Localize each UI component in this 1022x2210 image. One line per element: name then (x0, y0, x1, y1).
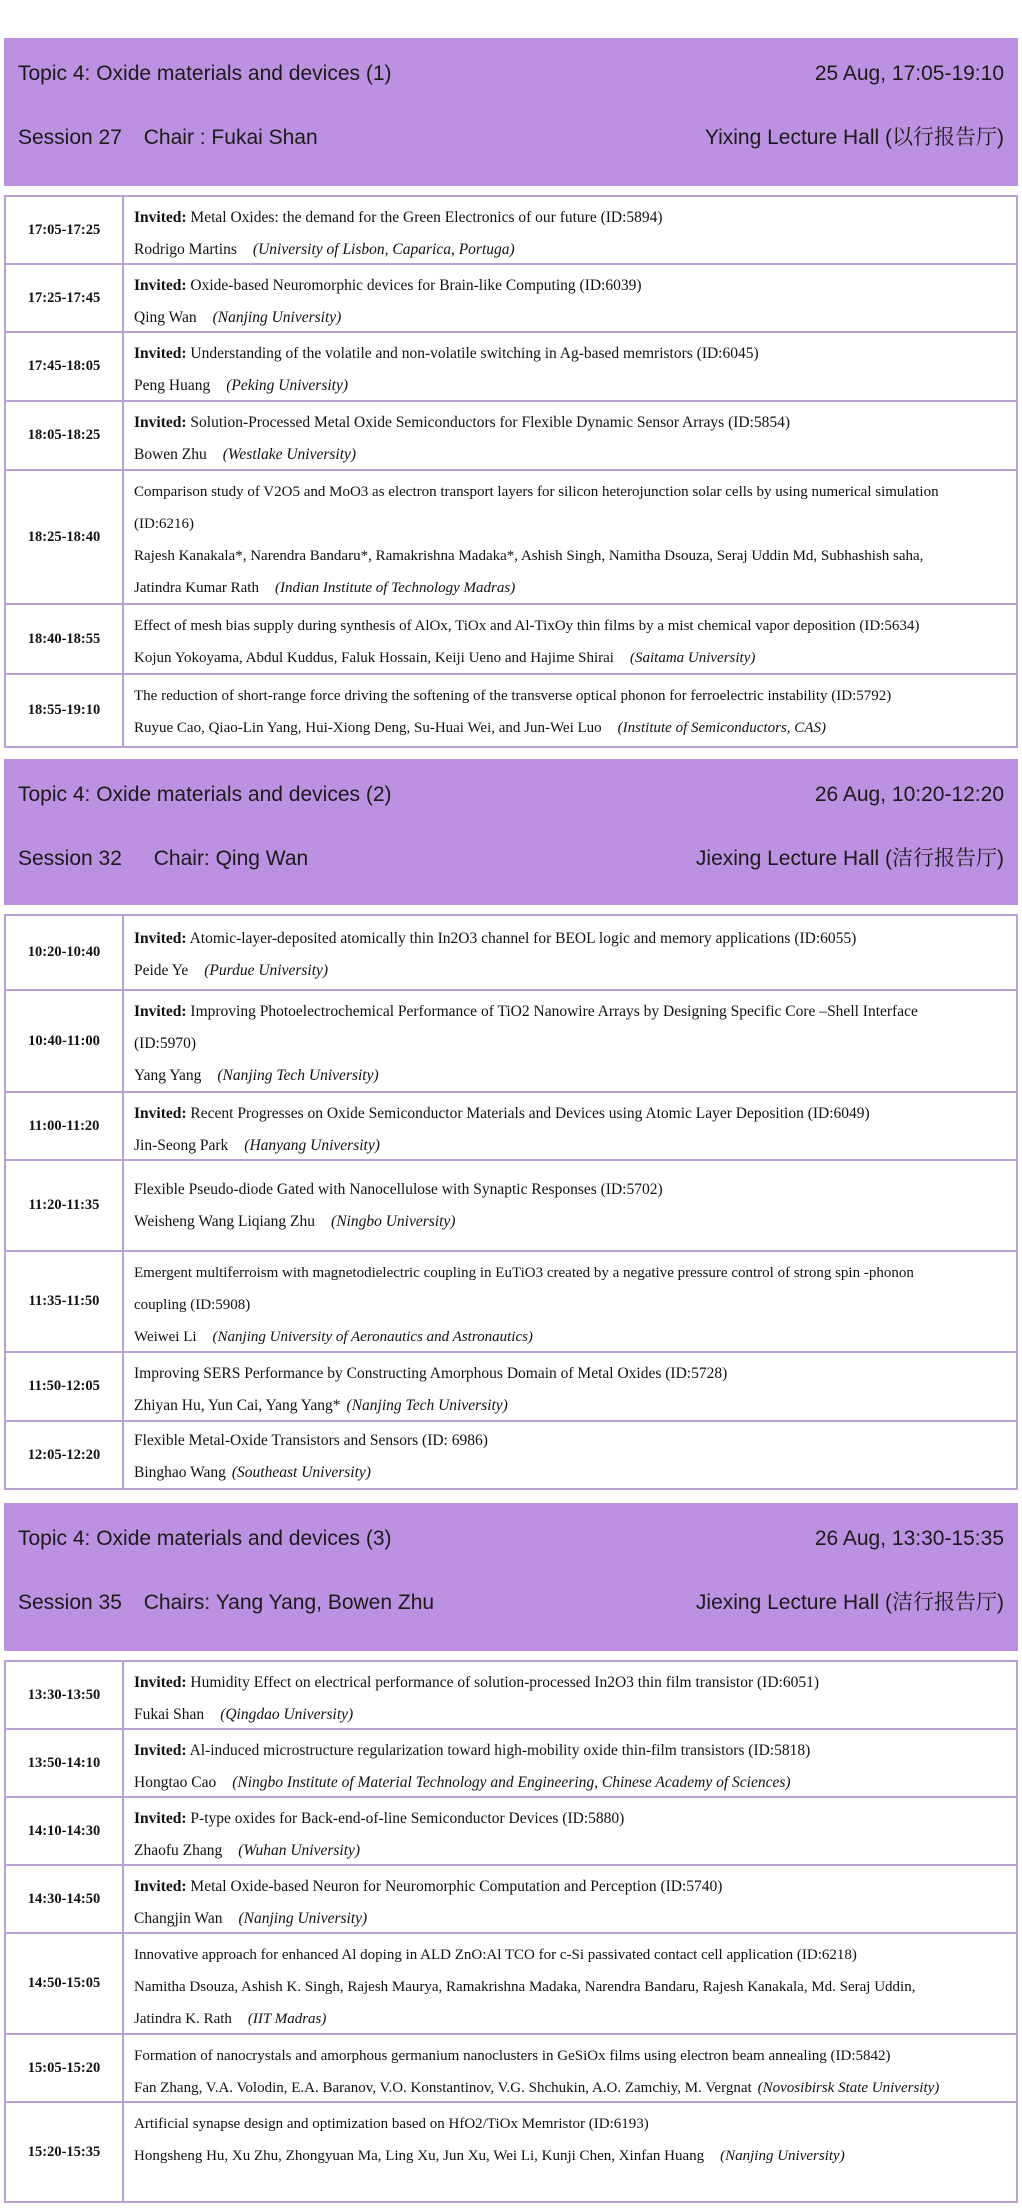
talk-affiliation: (Nanjing University) (720, 2148, 845, 2164)
table-row (6, 265, 1016, 333)
time-slot: 14:10-14:30 (6, 1798, 124, 1864)
session-venue: Jiexing Lecture Hall (洁行报告厅) (695, 1591, 1004, 1614)
talk-title: Improving SERS Performance by Constructing Amorphous Domain of Metal Oxides (ID:5728) (134, 1365, 728, 1382)
invited-label: Invited: (134, 1003, 187, 1020)
talk-affiliation: (Wuhan University) (238, 1842, 361, 1859)
talk-title: Recent Progresses on Oxide Semiconductor Materials and Devices using Atomic Layer Deposition (ID:6049) (190, 1105, 870, 1122)
table-row (6, 675, 1016, 746)
table-row (6, 1730, 1016, 1798)
session-header (4, 759, 1018, 905)
table-row (6, 2035, 1016, 2103)
talk-title-continued: coupling (ID:5908) (134, 1297, 251, 1313)
table-row (6, 1161, 1016, 1252)
table-row (6, 402, 1016, 471)
table-row (6, 1252, 1016, 1353)
talk-authors: Ruyue Cao, Qiao-Lin Yang, Hui-Xiong Deng, Su-Huai Wei, and Jun-Wei Luo (134, 720, 602, 736)
table-row (6, 1093, 1016, 1161)
table-row (6, 605, 1016, 675)
session-datetime: 25 Aug, 17:05-19:10 (814, 62, 1004, 85)
session-venue: Jiexing Lecture Hall (洁行报告厅) (695, 847, 1004, 870)
time-slot: 10:20-10:40 (6, 916, 124, 989)
time-slot: 17:45-18:05 (6, 333, 124, 400)
time-slot: 11:35-11:50 (6, 1252, 124, 1351)
table-row (6, 991, 1016, 1093)
invited-label: Invited: (134, 1742, 187, 1759)
talk-authors: Fan Zhang, V.A. Volodin, E.A. Baranov, V.O. Konstantinov, V.G. Shchukin, A.O. Zamchiy, M. Vergnat (134, 2080, 752, 2096)
time-slot: 15:05-15:20 (6, 2035, 124, 2101)
talk-authors: Changjin Wan (134, 1910, 223, 1927)
talk-title: Artificial synapse design and optimization based on HfO2/TiOx Memristor (ID:6193) (134, 2116, 649, 2132)
table-row (6, 1866, 1016, 1934)
time-slot: 18:40-18:55 (6, 605, 124, 673)
table-row (6, 471, 1016, 605)
invited-label: Invited: (134, 1105, 187, 1122)
talk-authors: Kojun Yokoyama, Abdul Kuddus, Faluk Hossain, Keiji Ueno and Hajime Shirai (134, 650, 614, 666)
talk-title: Flexible Pseudo-diode Gated with Nanocellulose with Synaptic Responses (ID:5702) (134, 1181, 663, 1198)
talk-title-continued: (ID:6216) (134, 516, 194, 532)
talk-title: Flexible Metal-Oxide Transistors and Sensors (ID: 6986) (134, 1432, 488, 1449)
talk-title: P-type oxides for Back-end-of-line Semiconductor Devices (ID:5880) (190, 1810, 625, 1827)
table-row (6, 1934, 1016, 2035)
time-slot: 10:40-11:00 (6, 991, 124, 1091)
talk-title: Atomic-layer-deposited atomically thin In2O3 channel for BEOL logic and memory applications (ID:6055) (189, 930, 857, 947)
talk-title-continued: (ID:5970) (134, 1035, 196, 1052)
talk-title: Solution-Processed Metal Oxide Semiconductors for Flexible Dynamic Sensor Arrays (ID:5854) (190, 414, 791, 431)
time-slot: 11:00-11:20 (6, 1093, 124, 1159)
talk-title: Oxide-based Neuromorphic devices for Brain-like Computing (ID:6039) (190, 277, 642, 294)
invited-label: Invited: (134, 1810, 187, 1827)
talk-authors: Weiwei Li (134, 1329, 197, 1345)
time-slot: 13:30-13:50 (6, 1662, 124, 1728)
talk-authors: Zhaofu Zhang (134, 1842, 223, 1859)
talk-title: Emergent multiferroism with magnetodielectric coupling in EuTiO3 created by a negative pressure control of strong spin -phonon (134, 1265, 914, 1281)
talk-affiliation: (Peking University) (226, 377, 349, 394)
talk-authors: Zhiyan Hu, Yun Cai, Yang Yang* (134, 1397, 341, 1414)
table-row (6, 1353, 1016, 1422)
time-slot: 11:20-11:35 (6, 1161, 124, 1250)
talk-authors: Rodrigo Martins (134, 241, 237, 258)
time-slot: 18:55-19:10 (6, 675, 124, 746)
talk-affiliation: (Institute of Semiconductors, CAS) (617, 720, 826, 736)
talk-table (4, 1660, 1018, 2203)
session-venue: Yixing Lecture Hall (以行报告厅) (704, 126, 1004, 149)
talk-title: Effect of mesh bias supply during synthesis of AlOx, TiOx and Al-TixOy thin films by a mist chemical vapor deposition (ID:5634) (134, 618, 920, 634)
talk-authors: Namitha Dsouza, Ashish K. Singh, Rajesh Maurya, Ramakrishna Madaka, Narendra Bandaru, Rajesh Kanakala, Md. Seraj Uddin, (134, 1979, 916, 1995)
talk-title: Humidity Effect on electrical performance of solution-processed In2O3 thin film transistor (ID:6051) (190, 1674, 819, 1691)
talk-authors-continued: Jatindra K. Rath (134, 2011, 232, 2027)
talk-title: Understanding of the volatile and non-volatile switching in Ag-based memristors (ID:6045) (190, 345, 759, 362)
talk-authors: Peide Ye (134, 962, 189, 979)
talk-affiliation: (Saitama University) (629, 650, 756, 666)
talk-title: Metal Oxides: the demand for the Green Electronics of our future (ID:5894) (190, 209, 663, 226)
table-row (6, 916, 1016, 991)
talk-authors: Binghao Wang (134, 1464, 226, 1481)
talk-authors: Rajesh Kanakala*, Narendra Bandaru*, Ramakrishna Madaka*, Ashish Singh, Namitha Dsouza, Seraj Uddin Md, Subhashish saha, (134, 548, 924, 564)
talk-title: Comparison study of V2O5 and MoO3 as electron transport layers for silicon heterojunction solar cells by using numerical simulation (134, 484, 939, 500)
session-chair: Chairs: Yang Yang, Bowen Zhu (143, 1591, 435, 1614)
talk-authors: Hongtao Cao (134, 1774, 217, 1791)
talk-title: Metal Oxide-based Neuron for Neuromorphic Computation and Perception (ID:5740) (190, 1878, 723, 1895)
talk-table (4, 914, 1018, 1490)
talk-authors: Hongsheng Hu, Xu Zhu, Zhongyuan Ma, Ling Xu, Jun Xu, Wei Li, Kunji Chen, Xinfan Huang (134, 2148, 705, 2164)
talk-affiliation: (Novosibirsk State University) (757, 2080, 940, 2096)
topic-title: Topic 4: Oxide materials and devices (2) (18, 783, 392, 806)
invited-label: Invited: (134, 1674, 187, 1691)
session-chair: Chair : Fukai Shan (143, 126, 318, 149)
time-slot: 17:25-17:45 (6, 265, 124, 331)
time-slot: 13:50-14:10 (6, 1730, 124, 1796)
time-slot: 14:30-14:50 (6, 1866, 124, 1932)
talk-affiliation: (Hanyang University) (244, 1137, 380, 1154)
session-number: Session 32 (18, 847, 122, 870)
session-number: Session 35 (18, 1591, 122, 1614)
topic-title: Topic 4: Oxide materials and devices (3) (18, 1527, 392, 1550)
time-slot: 18:25-18:40 (6, 471, 124, 603)
table-row (6, 1662, 1016, 1730)
talk-authors-continued: Jatindra Kumar Rath (134, 580, 259, 596)
session-chair: Chair: Qing Wan (153, 847, 309, 870)
talk-affiliation: (Purdue University) (204, 962, 329, 979)
time-slot: 18:05-18:25 (6, 402, 124, 469)
talk-affiliation: (Nanjing University of Aeronautics and Astronautics) (212, 1329, 533, 1345)
talk-affiliation: (University of Lisbon, Caparica, Portuga) (252, 241, 515, 258)
session-header (4, 38, 1018, 186)
table-row (6, 1422, 1016, 1488)
talk-authors: Weisheng Wang Liqiang Zhu (134, 1213, 316, 1230)
talk-authors: Yang Yang (134, 1067, 202, 1084)
talk-authors: Jin-Seong Park (134, 1137, 229, 1154)
talk-affiliation: (Ningbo Institute of Material Technology and Engineering, Chinese Academy of Sciences) (232, 1774, 791, 1791)
invited-label: Invited: (134, 209, 187, 226)
talk-affiliation: (Nanjing Tech University) (217, 1067, 379, 1084)
time-slot: 15:20-15:35 (6, 2103, 124, 2201)
talk-title: Improving Photoelectrochemical Performance of TiO2 Nanowire Arrays by Designing Specific Core –Shell Interface (190, 1003, 918, 1020)
talk-affiliation: (Ningbo University) (331, 1213, 456, 1230)
talk-affiliation: (Nanjing Tech University) (346, 1397, 508, 1414)
talk-title: Formation of nanocrystals and amorphous germanium nanoclusters in GeSiOx films using electron beam annealing (ID:5842) (134, 2048, 891, 2064)
talk-affiliation: (Indian Institute of Technology Madras) (274, 580, 516, 596)
time-slot: 14:50-15:05 (6, 1934, 124, 2033)
talk-affiliation: (IIT Madras) (247, 2011, 327, 2027)
table-row (6, 197, 1016, 265)
talk-affiliation: (Westlake University) (222, 446, 357, 463)
table-row (6, 2103, 1016, 2201)
table-row (6, 333, 1016, 402)
time-slot: 11:50-12:05 (6, 1353, 124, 1420)
talk-authors: Fukai Shan (134, 1706, 205, 1723)
session-number: Session 27 (18, 126, 122, 149)
invited-label: Invited: (134, 345, 187, 362)
session-datetime: 26 Aug, 13:30-15:35 (814, 1527, 1004, 1550)
talk-title: Innovative approach for enhanced Al doping in ALD ZnO:Al TCO for c-Si passivated contact cell application (ID:6218) (134, 1947, 857, 1963)
talk-affiliation: (Southeast University) (231, 1464, 371, 1481)
session-datetime: 26 Aug, 10:20-12:20 (814, 783, 1004, 806)
talk-affiliation: (Nanjing University) (212, 309, 342, 326)
talk-table (4, 195, 1018, 748)
invited-label: Invited: (134, 277, 187, 294)
topic-title: Topic 4: Oxide materials and devices (1) (18, 62, 392, 85)
invited-label: Invited: (134, 1878, 187, 1895)
invited-label: Invited: (134, 930, 187, 947)
talk-affiliation: (Qingdao University) (220, 1706, 354, 1723)
table-row (6, 1798, 1016, 1866)
talk-authors: Bowen Zhu (134, 446, 207, 463)
talk-title: Al-induced microstructure regularization toward high-mobility oxide thin-film transistors (ID:5818) (189, 1742, 811, 1759)
session-header (4, 1503, 1018, 1651)
talk-authors: Qing Wan (134, 309, 197, 326)
time-slot: 12:05-12:20 (6, 1422, 124, 1488)
talk-affiliation: (Nanjing University) (238, 1910, 368, 1927)
talk-title: The reduction of short-range force driving the softening of the transverse optical phonon for ferroelectric instability (ID:5792) (134, 688, 892, 704)
time-slot: 17:05-17:25 (6, 197, 124, 263)
invited-label: Invited: (134, 414, 187, 431)
talk-authors: Peng Huang (134, 377, 211, 394)
